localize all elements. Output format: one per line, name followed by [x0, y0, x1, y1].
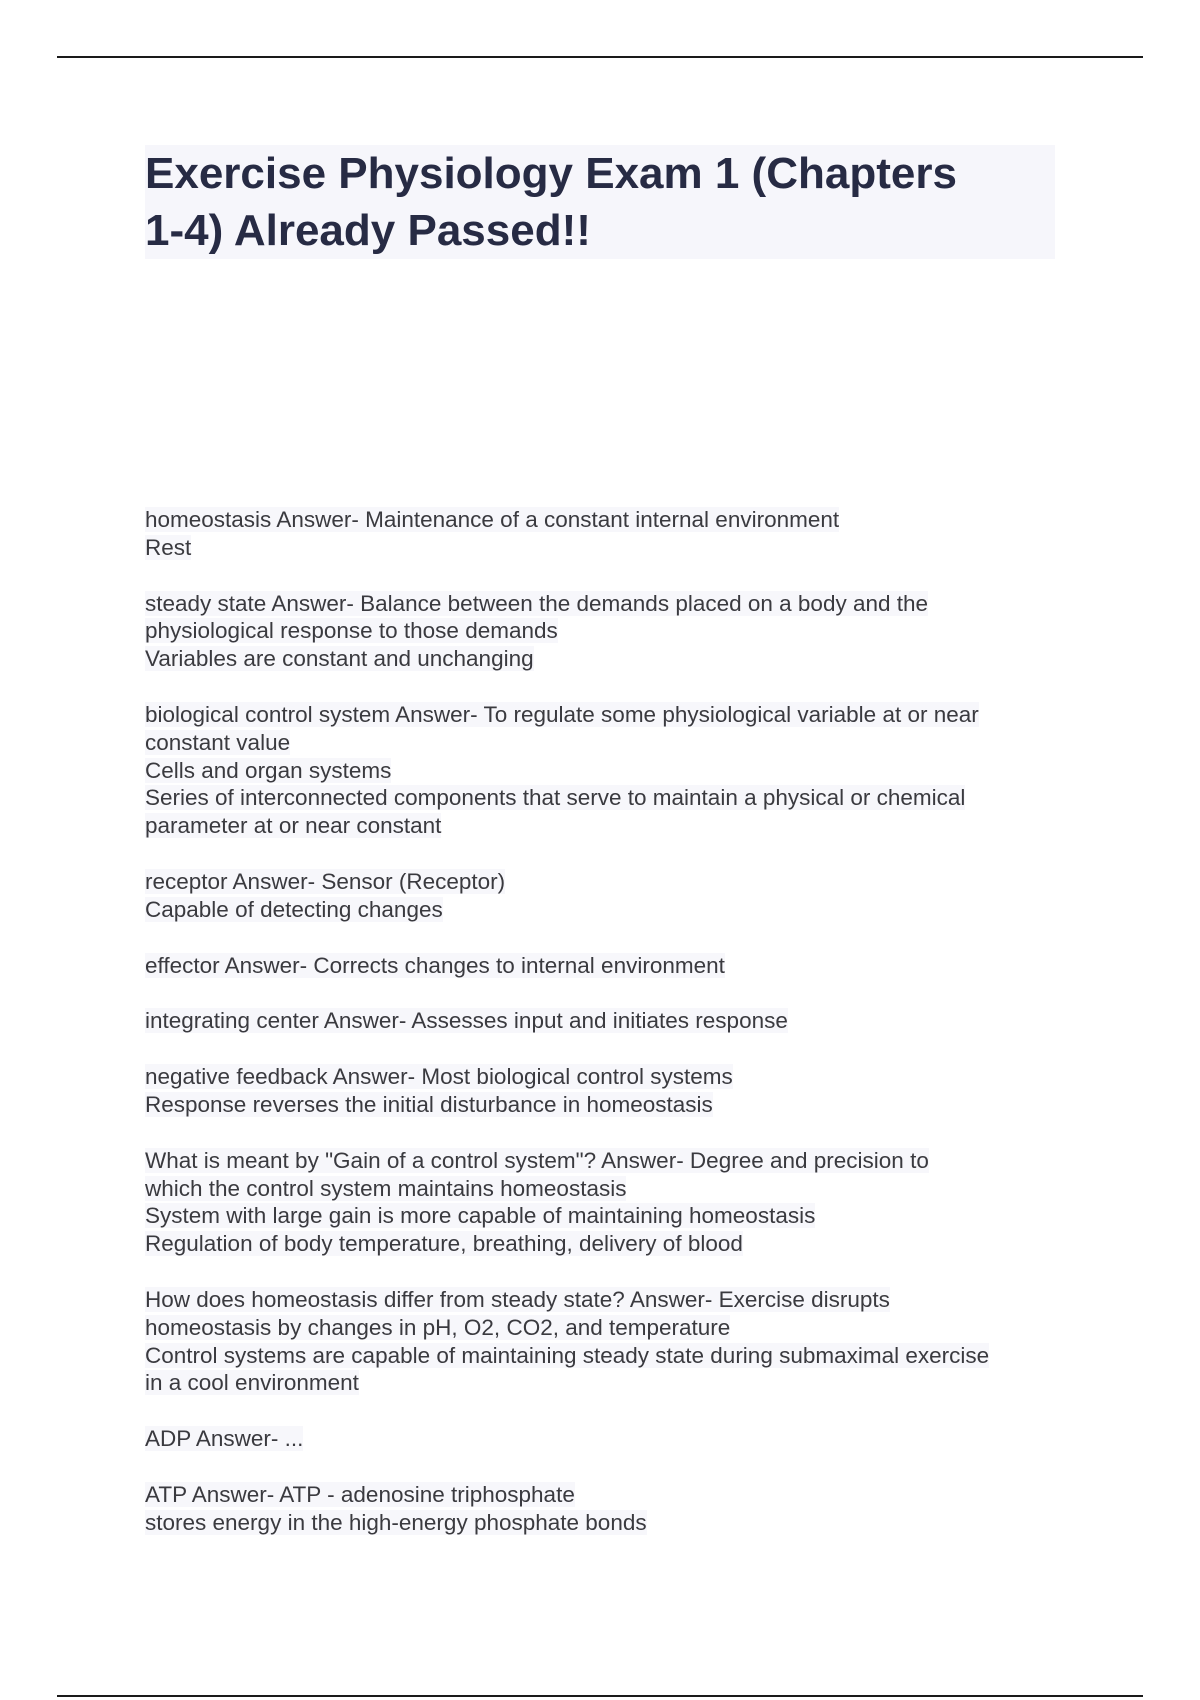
entry-line [145, 1509, 1065, 1537]
entry-line-text: How does homeostasis differ from steady state? Answer- Exercise disrupts [145, 1286, 890, 1312]
document-title [145, 145, 1055, 259]
entry-line [145, 617, 1065, 645]
flashcard-entry [145, 1481, 1065, 1537]
entry-line-text: Response reverses the initial disturbance in homeostasis [145, 1091, 713, 1117]
entry-line [145, 1369, 1065, 1397]
entry-line-text: parameter at or near constant [145, 813, 442, 839]
entry-line-text: constant value [145, 729, 291, 755]
entry-line-text: Control systems are capable of maintaining steady state during submaximal exercise [145, 1342, 990, 1368]
entry-line [145, 1175, 1065, 1203]
entry-line [145, 1202, 1065, 1230]
entry-line-text: integrating center Answer- Assesses input and initiates response [145, 1008, 788, 1034]
entry-line [145, 645, 1065, 673]
flashcard-entry [145, 1147, 1065, 1258]
entry-line-text: Cells and organ systems [145, 757, 392, 783]
bottom-rule [57, 1695, 1143, 1697]
entry-line-text: Capable of detecting changes [145, 896, 443, 922]
entry-line [145, 1230, 1065, 1258]
entry-line [145, 1286, 1065, 1314]
flashcard-entry [145, 868, 1065, 924]
entry-line-text: homeostasis by changes in pH, O2, CO2, and temperature [145, 1314, 731, 1340]
entry-line [145, 1481, 1065, 1509]
entry-line [145, 1091, 1065, 1119]
entry-line [145, 701, 1065, 729]
entry-line [145, 812, 1065, 840]
entry-line-text: stores energy in the high-energy phosphate bonds [145, 1509, 647, 1535]
entry-line-text: negative feedback Answer- Most biological control systems [145, 1064, 733, 1090]
entry-line [145, 1147, 1065, 1175]
entry-line [145, 757, 1065, 785]
entry-line [145, 1063, 1065, 1091]
entry-line [145, 506, 1065, 534]
entry-line [145, 729, 1065, 757]
entry-line-text: What is meant by "Gain of a control system"? Answer- Degree and precision to [145, 1147, 929, 1173]
entry-line-text: which the control system maintains homeostasis [145, 1175, 627, 1201]
entry-line-text: Variables are constant and unchanging [145, 646, 534, 672]
entry-line-text: homeostasis Answer- Maintenance of a constant internal environment [145, 507, 840, 532]
entry-line [145, 896, 1065, 924]
entry-line-text: physiological response to those demands [145, 618, 558, 644]
flashcard-entry [145, 590, 1065, 673]
entry-line-text: ADP Answer- ... [145, 1426, 304, 1452]
entry-line-text: effector Answer- Corrects changes to internal environment [145, 952, 725, 978]
entry-line [145, 1007, 1065, 1035]
entry-line-text: Regulation of body temperature, breathing, delivery of blood [145, 1231, 743, 1257]
entry-line [145, 1425, 1065, 1453]
entry-line-text: receptor Answer- Sensor (Receptor) [145, 868, 506, 894]
entry-line-text: System with large gain is more capable of maintaining homeostasis [145, 1203, 816, 1229]
entry-line [145, 590, 1065, 618]
entry-line-text: ATP Answer- ATP - adenosine triphosphate [145, 1481, 575, 1507]
flashcard-entry [145, 701, 1065, 840]
flashcard-list [145, 506, 1065, 1565]
title-line-2: 1-4) Already Passed!! [145, 206, 591, 255]
title-line-1: Exercise Physiology Exam 1 (Chapters [145, 149, 957, 198]
flashcard-entry [145, 1007, 1065, 1035]
entry-line-text: steady state Answer- Balance between the demands placed on a body and the [145, 590, 929, 616]
entry-line [145, 1314, 1065, 1342]
flashcard-entry [145, 952, 1065, 980]
top-rule [57, 56, 1143, 58]
entry-line [145, 868, 1065, 896]
entry-line [145, 534, 1065, 562]
entry-line [145, 952, 1065, 980]
flashcard-entry [145, 1286, 1065, 1397]
entry-line-text: in a cool environment [145, 1370, 359, 1396]
flashcard-entry [145, 1063, 1065, 1119]
entry-line [145, 1342, 1065, 1370]
entry-line [145, 784, 1065, 812]
entry-line-text: Rest [145, 534, 192, 560]
entry-line-text: Series of interconnected components that serve to maintain a physical or chemical [145, 785, 966, 811]
entry-line-text: biological control system Answer- To regulate some physiological variable at or near [145, 701, 979, 727]
flashcard-entry [145, 1425, 1065, 1453]
flashcard-entry [145, 506, 1065, 562]
